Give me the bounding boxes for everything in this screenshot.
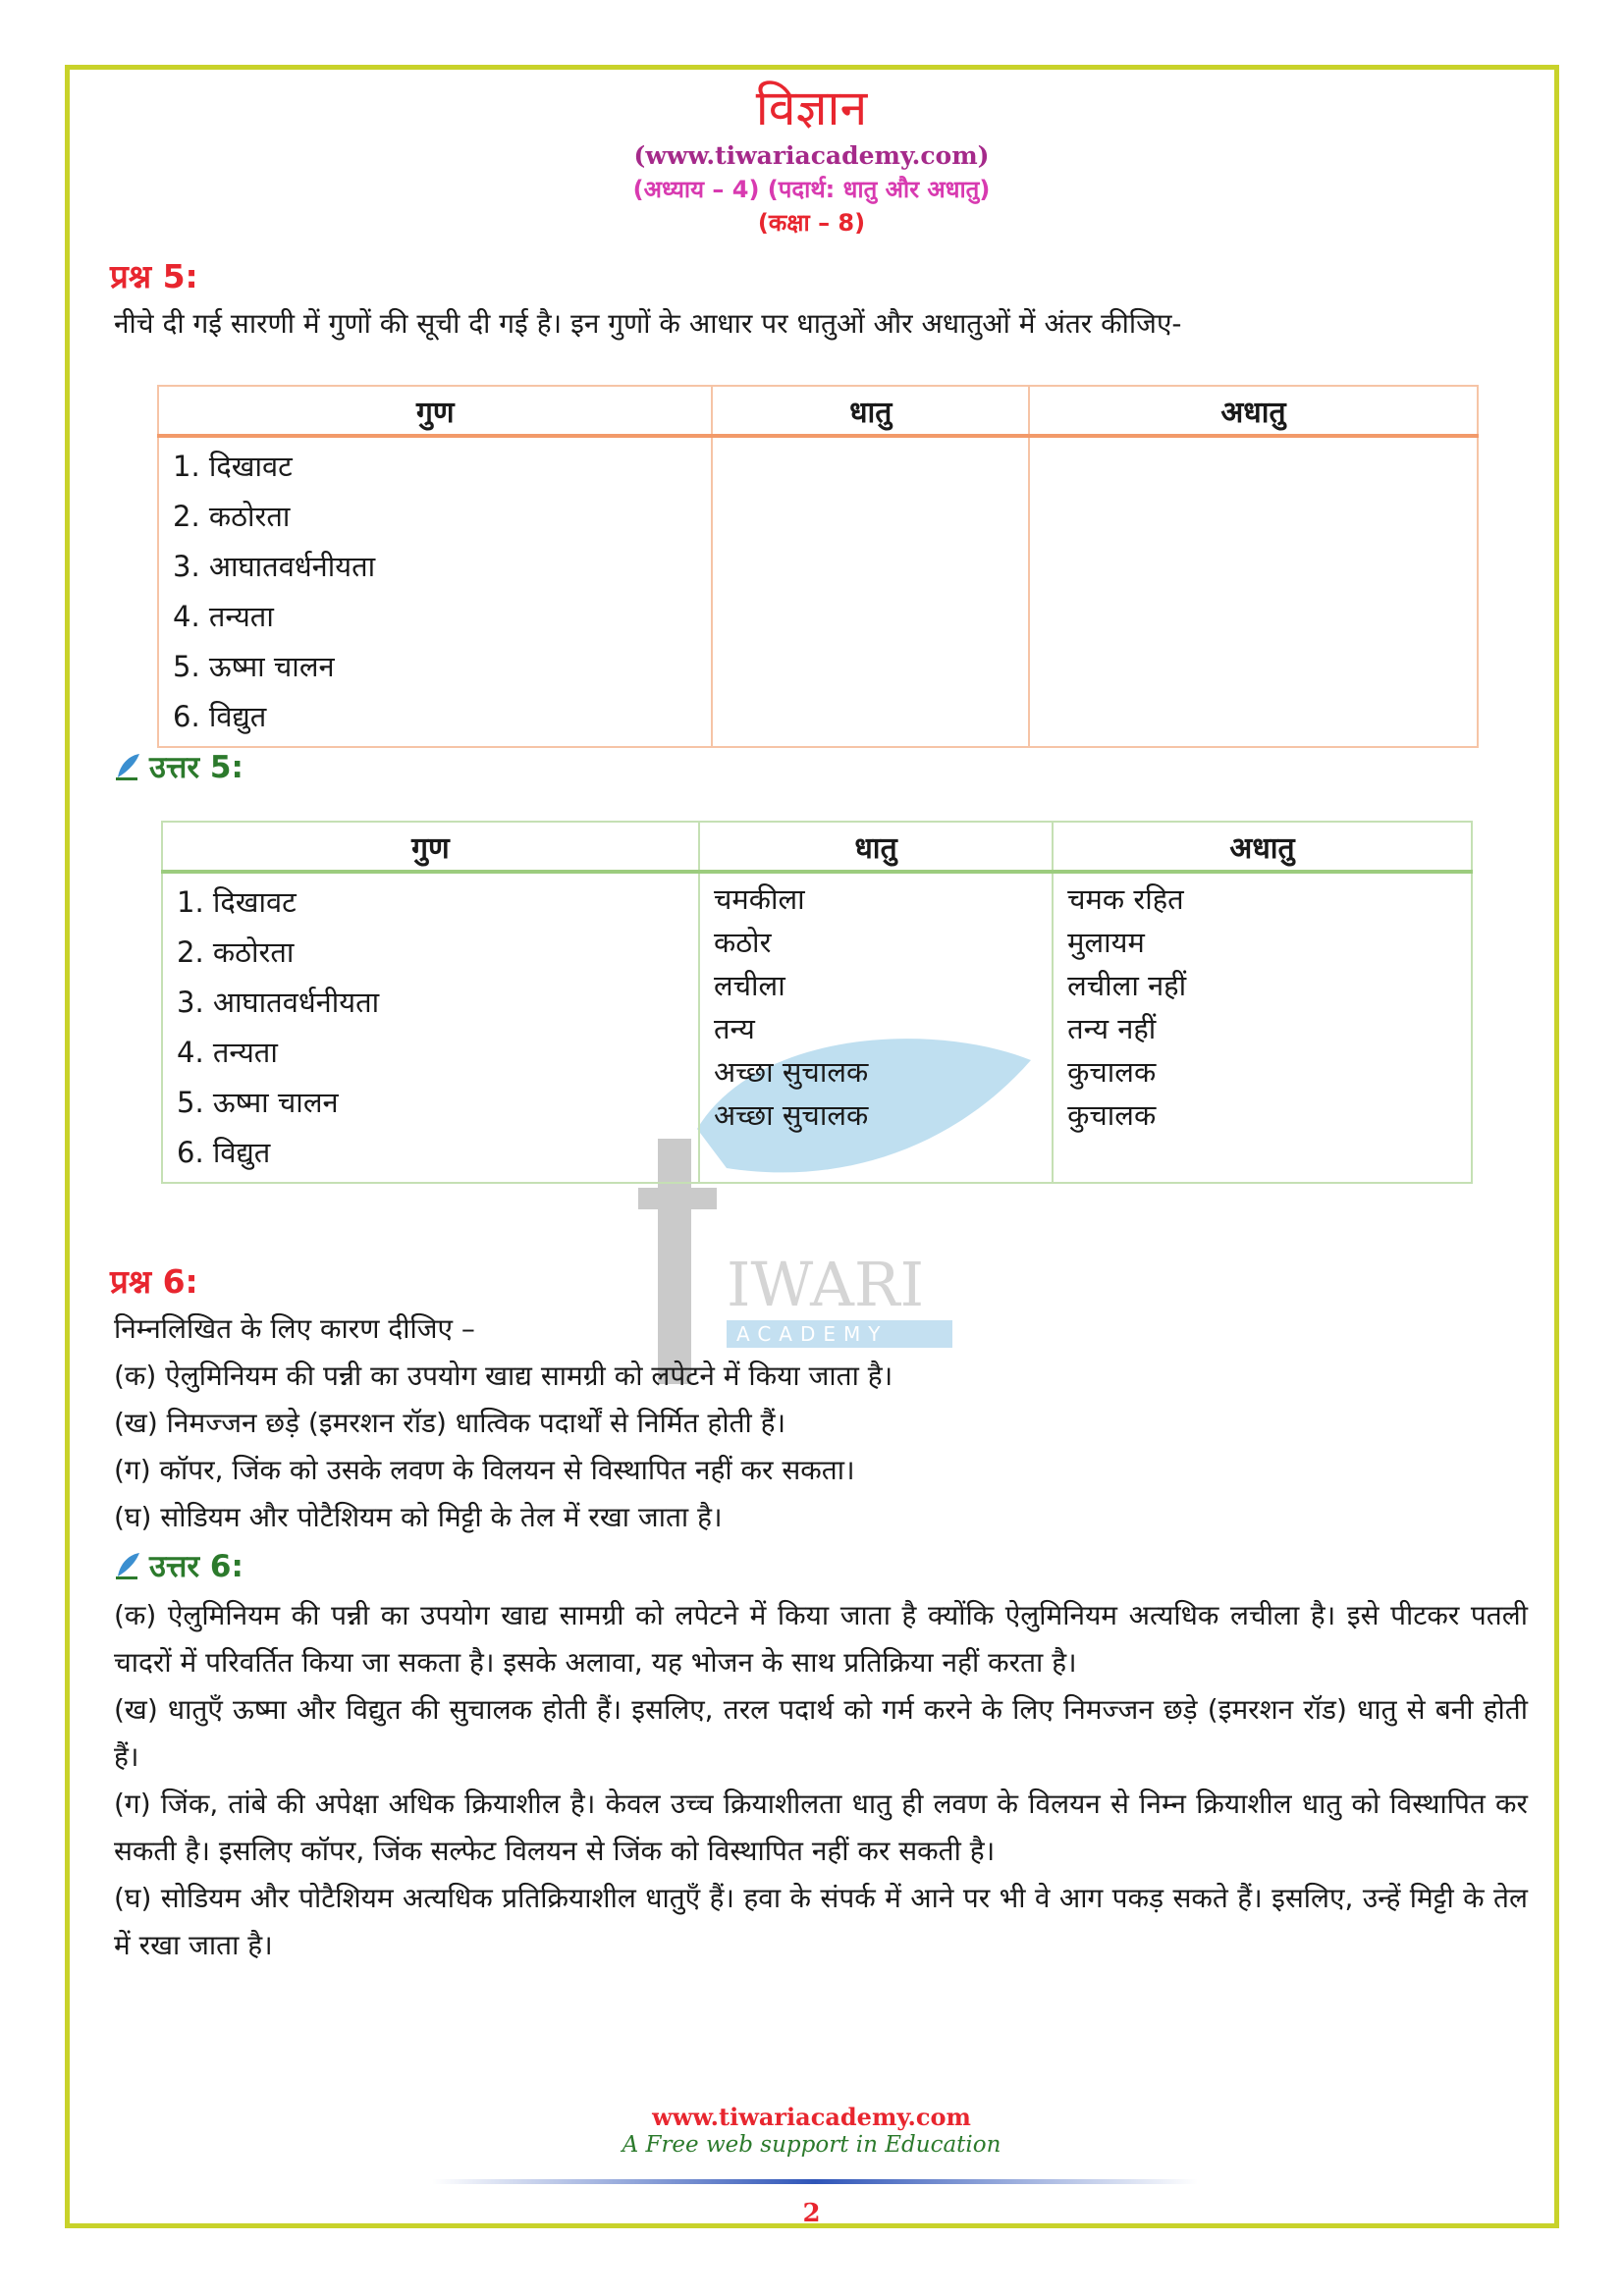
list-item: 5. ऊष्मा चालन — [177, 1086, 339, 1119]
a5-header-property: गुण — [162, 822, 699, 872]
question-6-item: (ग) कॉपर, जिंक को उसके लवण के विलयन से विस्थापित नहीं कर सकता। — [114, 1454, 855, 1486]
question-6-item: (ख) निमज्जन छड़े (इमरशन रॉड) धात्विक पदार्थों से निर्मित होती हैं। — [114, 1407, 786, 1439]
list-item: 1. दिखावट — [177, 885, 297, 919]
list-item: 4. तन्यता — [173, 600, 274, 633]
footer-divider — [432, 2179, 1198, 2184]
a5-properties-cell — [162, 872, 699, 1183]
question-6-intro: निम्नलिखित के लिए कारण दीजिए – — [114, 1312, 475, 1345]
watermark-sub: ACADEMY — [736, 1322, 889, 1346]
list-item: 3. आघातवर्धनीयता — [177, 986, 380, 1019]
watermark-word: IWARI — [727, 1249, 925, 1320]
question-6-label: प्रश्न 6: — [110, 1262, 198, 1301]
q5-header-property: गुण — [158, 386, 712, 436]
answer-6-label — [114, 1545, 243, 1586]
list-item: 2. कठोरता — [177, 935, 295, 969]
a5-nonmetal-cell — [1053, 872, 1472, 1183]
list-item: 2. कठोरता — [173, 500, 291, 533]
q5-properties-cell — [158, 436, 712, 747]
list-item: लचीला नहीं — [1067, 969, 1187, 1002]
watermark-t-bar — [638, 1188, 717, 1209]
answer-6-paragraph: (ख) धातुएँ ऊष्मा और विद्युत की सुचालक होती हैं। इसलिए, तरल पदार्थ को गर्म करने के लिए निमज्जन छड़े (इमरशन रॉड) धातु से बनी होती हैं। — [114, 1693, 1528, 1773]
q5-header-nonmetal: अधातु — [1029, 386, 1478, 436]
list-item: 1. दिखावट — [173, 450, 293, 483]
list-item: अच्छा सुचालक — [713, 1098, 869, 1132]
chapter-title: (अध्याय – 4) (पदार्थ: धातु और अधातु) — [632, 176, 991, 203]
quill-icon — [114, 752, 141, 781]
list-item: 6. विद्युत — [177, 1136, 271, 1169]
header-site: (www.tiwariacademy.com) — [633, 141, 990, 170]
answer-6-text: उत्तर 6: — [149, 1549, 243, 1584]
list-item: कुचालक — [1067, 1098, 1157, 1132]
list-item: कठोर — [713, 926, 772, 959]
answer-6-body — [114, 1592, 1528, 1969]
list-item: कुचालक — [1067, 1055, 1157, 1089]
question-6-body — [114, 1306, 1528, 1541]
footer-tagline: A Free web support in Education — [622, 2132, 1001, 2158]
page-number: 2 — [802, 2199, 821, 2228]
list-item: चमकीला — [713, 882, 805, 916]
answer-5-label — [114, 746, 243, 787]
answer-6-paragraph: (ग) जिंक, तांबे की अपेक्षा अधिक क्रियाशील है। केवल उच्च क्रियाशीलता धातु ही लवण के विलयन से निम्न क्रियाशील धातु को विस्थापित कर सकती है। इसलिए कॉपर, जिंक सल्फेट विलयन से जिंक को विस्थापित नहीं कर सकती है। — [114, 1788, 1528, 1867]
q5-nonmetal-cell — [1029, 436, 1478, 747]
list-item: चमक रहित — [1067, 882, 1184, 916]
question-5-text: नीचे दी गई सारणी में गुणों की सूची दी गई है। इन गुणों के आधार पर धातुओं और अधातुओं में अंतर कीजिए- — [114, 307, 1182, 340]
class-label: (कक्षा – 8) — [757, 209, 866, 237]
answer-5-table — [161, 821, 1473, 1184]
a5-header-metal: धातु — [699, 822, 1053, 872]
list-item: मुलायम — [1067, 926, 1145, 959]
q5-header-metal: धातु — [712, 386, 1029, 436]
list-item: 3. आघातवर्धनीयता — [173, 550, 376, 583]
list-item: 5. ऊष्मा चालन — [173, 650, 335, 683]
question-6-item: (क) ऐलुमिनियम की पन्नी का उपयोग खाद्य सामग्री को लपेटने में किया जाता है। — [114, 1360, 893, 1392]
a5-metal-cell — [699, 872, 1053, 1183]
question-5-table — [157, 385, 1479, 748]
list-item: अच्छा सुचालक — [713, 1055, 869, 1089]
footer-site-link[interactable]: www.tiwariacademy.com — [652, 2103, 971, 2131]
page-header — [0, 79, 1623, 240]
list-item: 6. विद्युत — [173, 700, 267, 733]
quill-icon — [114, 1551, 141, 1580]
question-6-item: (घ) सोडियम और पोटैशियम को मिट्टी के तेल में रखा जाता है। — [114, 1501, 723, 1533]
list-item: तन्य — [713, 1012, 755, 1045]
answer-6-paragraph: (क) ऐलुमिनियम की पन्नी का उपयोग खाद्य सामग्री को लपेटने में किया जाता है क्योंकि ऐलुमिनियम अत्यधिक लचीला है। इसे पीटकर पतली चादरों में परिवर्तित किया जा सकता है। इसके अलावा, यह भोजन के साथ प्रतिक्रिया नहीं करता है। — [114, 1599, 1528, 1679]
question-5-label: प्रश्न 5: — [110, 257, 198, 295]
answer-5-text: उत्तर 5: — [149, 750, 243, 785]
a5-header-nonmetal: अधातु — [1053, 822, 1472, 872]
answer-6-paragraph: (घ) सोडियम और पोटैशियम अत्यधिक प्रतिक्रियाशील धातुएँ हैं। हवा के संपर्क में आने पर भी वे आग पकड़ सकते हैं। इसलिए, उन्हें मिट्टी के तेल में रखा जाता है। — [114, 1882, 1528, 1961]
list-item: लचीला — [713, 969, 785, 1002]
list-item: 4. तन्यता — [177, 1036, 278, 1069]
q5-metal-cell — [712, 436, 1029, 747]
list-item: तन्य नहीं — [1067, 1012, 1157, 1045]
page-title: विज्ञान — [755, 80, 868, 136]
